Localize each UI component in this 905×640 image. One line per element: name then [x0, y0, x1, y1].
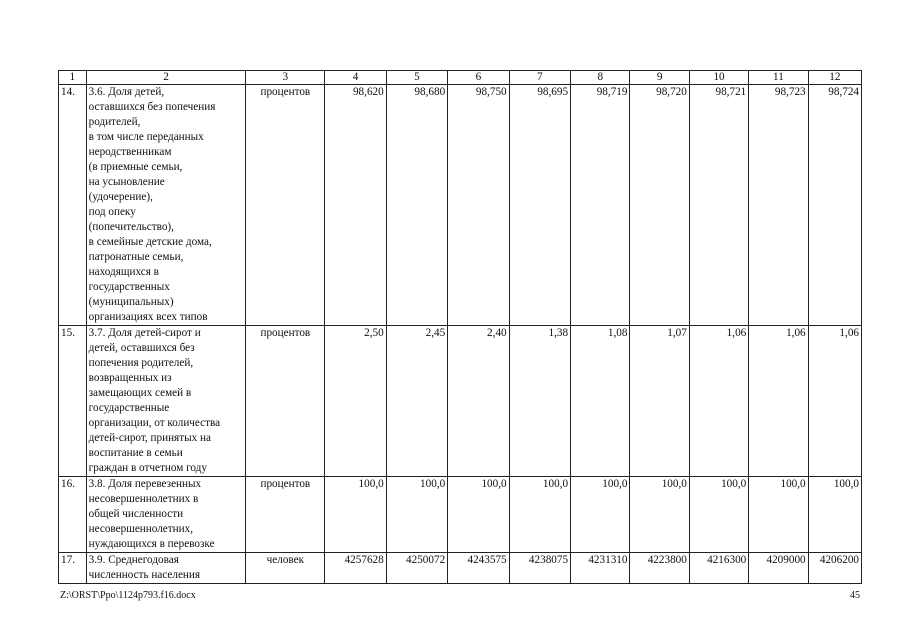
indicator-text-line: 3.8. Доля перевезенных [88, 478, 202, 490]
value-cell: 100,0 [325, 477, 386, 553]
row-number: 15. [59, 326, 87, 477]
value-cell: 4216300 [689, 553, 748, 584]
unit-cell: процентов [246, 85, 325, 326]
indicator-text-line: родителей, [88, 116, 141, 128]
indicator-text-line: 3.7. Доля детей-сирот и [88, 327, 201, 339]
unit-cell: человек [246, 553, 325, 584]
indicator-text-line: (удочерение), [88, 191, 153, 203]
table-row [59, 553, 862, 584]
indicator-text-line: несовершеннолетних в [88, 493, 199, 505]
value-cell: 4209000 [749, 553, 808, 584]
indicator-cell [86, 553, 246, 584]
value-cell: 100,0 [448, 477, 509, 553]
value-cell: 1,06 [749, 326, 808, 477]
indicator-text-line: под опеку [88, 206, 136, 218]
table-body [59, 85, 862, 584]
indicator-text-line: несовершеннолетних, [88, 523, 194, 535]
indicator-text-line: граждан в отчетном году [88, 462, 207, 474]
value-cell: 100,0 [571, 477, 630, 553]
value-cell: 1,38 [509, 326, 570, 477]
column-header: 9 [630, 71, 689, 85]
indicator-text-line: детей-сирот, принятых на [88, 432, 211, 444]
value-cell: 1,07 [630, 326, 689, 477]
indicator-text-line: организации, от количества [88, 417, 221, 429]
column-header: 10 [689, 71, 748, 85]
value-cell: 4206200 [808, 553, 861, 584]
indicator-cell [86, 477, 246, 553]
row-number: 16. [59, 477, 87, 553]
column-header: 6 [448, 71, 509, 85]
footer-file-path: Z:\ORST\Ppo\1124p793.f16.docx [60, 590, 196, 601]
column-header: 8 [571, 71, 630, 85]
indicator-text-line: нуждающихся в перевозке [88, 538, 215, 550]
header-row [59, 71, 862, 85]
indicator-text-line: государственных [88, 281, 170, 293]
row-number: 17. [59, 553, 87, 584]
indicator-text-line: оставшихся без попечения [88, 101, 216, 113]
indicator-text-line: численность населения [88, 569, 201, 581]
indicator-text-line: государственные [88, 402, 170, 414]
value-cell: 100,0 [749, 477, 808, 553]
value-cell: 1,06 [689, 326, 748, 477]
table-row [59, 326, 862, 477]
value-cell: 98,680 [386, 85, 447, 326]
indicator-text-line: детей, оставшихся без [88, 342, 195, 354]
indicator-text-line: патронатные семьи, [88, 251, 184, 263]
value-cell: 98,620 [325, 85, 386, 326]
indicator-cell [86, 85, 246, 326]
value-cell: 98,750 [448, 85, 509, 326]
value-cell: 100,0 [630, 477, 689, 553]
indicator-text-line: организациях всех типов [88, 311, 208, 323]
value-cell: 100,0 [509, 477, 570, 553]
footer-page-number: 45 [850, 590, 860, 601]
value-cell: 98,695 [509, 85, 570, 326]
value-cell: 2,40 [448, 326, 509, 477]
value-cell: 98,724 [808, 85, 861, 326]
indicator-text-line: попечения родителей, [88, 357, 194, 369]
column-header: 3 [246, 71, 325, 85]
unit-cell: процентов [246, 326, 325, 477]
value-cell: 98,720 [630, 85, 689, 326]
value-cell: 4243575 [448, 553, 509, 584]
value-cell: 4250072 [386, 553, 447, 584]
column-header: 4 [325, 71, 386, 85]
value-cell: 1,06 [808, 326, 861, 477]
indicator-text-line: в семейные детские дома, [88, 236, 212, 248]
indicator-text-line: 3.9. Среднегодовая [88, 554, 179, 566]
value-cell: 4257628 [325, 553, 386, 584]
value-cell: 1,08 [571, 326, 630, 477]
table-row [59, 85, 862, 326]
column-header: 11 [749, 71, 808, 85]
unit-cell: процентов [246, 477, 325, 553]
indicator-text-line: воспитание в семьи [88, 447, 183, 459]
indicator-text-line: 3.6. Доля детей, [88, 86, 165, 98]
indicator-text-line: в том числе переданных [88, 131, 204, 143]
indicator-cell [86, 326, 246, 477]
indicator-text-line: возвращенных из [88, 372, 172, 384]
column-header: 1 [59, 71, 87, 85]
indicator-text-line: на усыновление [88, 176, 165, 188]
indicator-text-line: общей численности [88, 508, 184, 520]
indicator-text-line: неродственникам [88, 146, 172, 158]
column-header: 5 [386, 71, 447, 85]
column-header: 12 [808, 71, 861, 85]
indicator-text-line: замещающих семей в [88, 387, 192, 399]
value-cell: 2,45 [386, 326, 447, 477]
value-cell: 98,723 [749, 85, 808, 326]
value-cell: 98,721 [689, 85, 748, 326]
value-cell: 98,719 [571, 85, 630, 326]
indicators-table [58, 70, 862, 584]
row-number: 14. [59, 85, 87, 326]
indicator-text-line: находящихся в [88, 266, 159, 278]
table-row [59, 477, 862, 553]
value-cell: 4231310 [571, 553, 630, 584]
value-cell: 2,50 [325, 326, 386, 477]
column-header: 7 [509, 71, 570, 85]
value-cell: 100,0 [386, 477, 447, 553]
value-cell: 4238075 [509, 553, 570, 584]
value-cell: 100,0 [689, 477, 748, 553]
value-cell: 100,0 [808, 477, 861, 553]
indicator-text-line: (в приемные семьи, [88, 161, 183, 173]
column-header: 2 [86, 71, 246, 85]
value-cell: 4223800 [630, 553, 689, 584]
indicator-text-line: (муниципальных) [88, 296, 174, 308]
indicator-text-line: (попечительство), [88, 221, 174, 233]
